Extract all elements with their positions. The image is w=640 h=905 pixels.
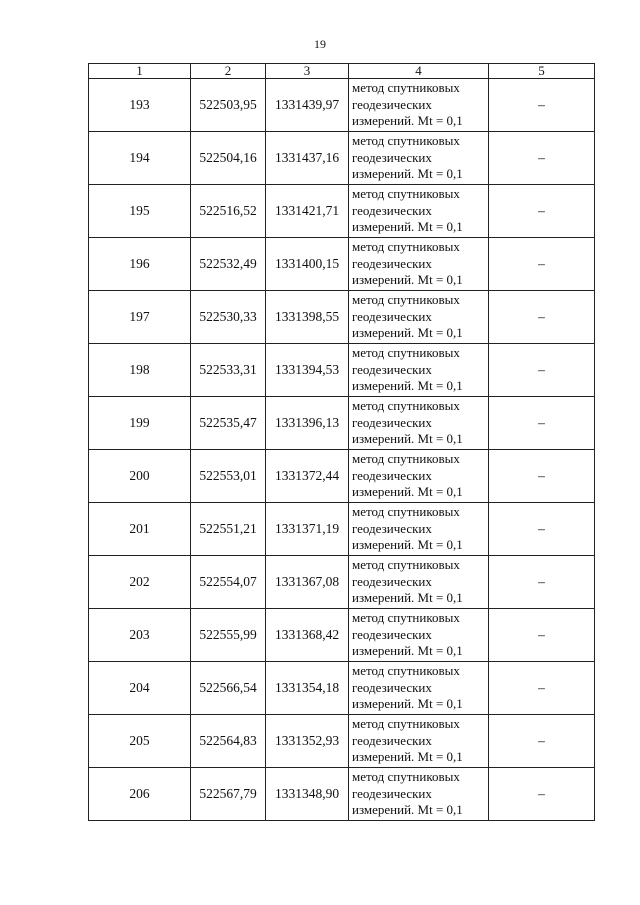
- table-header-row: [89, 64, 595, 79]
- method-line: геодезических: [352, 96, 432, 112]
- method-line: измерений. Mt = 0,1: [352, 272, 463, 288]
- table-row: [89, 185, 595, 238]
- method-cell: [349, 79, 489, 132]
- column-header-2: 2: [191, 64, 266, 79]
- method-line: измерений. Mt = 0,1: [352, 590, 463, 606]
- method-line: метод спутниковых: [352, 292, 460, 308]
- note-cell: –: [489, 450, 595, 503]
- point-number-cell: 199: [89, 397, 191, 450]
- coordinates-table: [88, 63, 595, 821]
- method-line: метод спутниковых: [352, 769, 460, 785]
- method-cell: [349, 397, 489, 450]
- x-coordinate-cell: 522551,21: [191, 503, 266, 556]
- method-line: измерений. Mt = 0,1: [352, 325, 463, 341]
- point-number-cell: 198: [89, 344, 191, 397]
- method-cell: [349, 450, 489, 503]
- method-line: геодезических: [352, 202, 432, 218]
- method-line: геодезических: [352, 626, 432, 642]
- point-number-cell: 205: [89, 715, 191, 768]
- note-cell: –: [489, 238, 595, 291]
- point-number-cell: 206: [89, 768, 191, 821]
- method-line: измерений. Mt = 0,1: [352, 802, 463, 818]
- y-coordinate-cell: 1331371,19: [266, 503, 349, 556]
- method-cell: [349, 503, 489, 556]
- y-coordinate-cell: 1331352,93: [266, 715, 349, 768]
- method-line: геодезических: [352, 308, 432, 324]
- x-coordinate-cell: 522532,49: [191, 238, 266, 291]
- note-cell: –: [489, 344, 595, 397]
- method-line: метод спутниковых: [352, 610, 460, 626]
- method-line: измерений. Mt = 0,1: [352, 113, 463, 129]
- method-line: метод спутниковых: [352, 504, 460, 520]
- point-number-cell: 201: [89, 503, 191, 556]
- x-coordinate-cell: 522567,79: [191, 768, 266, 821]
- table-row: [89, 344, 595, 397]
- method-cell: [349, 715, 489, 768]
- x-coordinate-cell: 522555,99: [191, 609, 266, 662]
- method-line: метод спутниковых: [352, 186, 460, 202]
- method-line: метод спутниковых: [352, 451, 460, 467]
- table-row: [89, 79, 595, 132]
- note-cell: –: [489, 132, 595, 185]
- page-number: 19: [314, 37, 326, 51]
- method-line: метод спутниковых: [352, 663, 460, 679]
- point-number-cell: 202: [89, 556, 191, 609]
- method-cell: [349, 609, 489, 662]
- method-line: измерений. Mt = 0,1: [352, 219, 463, 235]
- note-cell: –: [489, 662, 595, 715]
- method-line: геодезических: [352, 467, 432, 483]
- y-coordinate-cell: 1331396,13: [266, 397, 349, 450]
- method-line: геодезических: [352, 255, 432, 271]
- method-cell: [349, 291, 489, 344]
- column-header-1: 1: [89, 64, 191, 79]
- point-number-cell: 204: [89, 662, 191, 715]
- note-cell: –: [489, 609, 595, 662]
- method-line: измерений. Mt = 0,1: [352, 696, 463, 712]
- method-line: метод спутниковых: [352, 239, 460, 255]
- method-line: измерений. Mt = 0,1: [352, 484, 463, 500]
- y-coordinate-cell: 1331348,90: [266, 768, 349, 821]
- x-coordinate-cell: 522554,07: [191, 556, 266, 609]
- point-number-cell: 197: [89, 291, 191, 344]
- point-number-cell: 193: [89, 79, 191, 132]
- y-coordinate-cell: 1331394,53: [266, 344, 349, 397]
- table-row: [89, 238, 595, 291]
- x-coordinate-cell: 522530,33: [191, 291, 266, 344]
- point-number-cell: 203: [89, 609, 191, 662]
- table-row: [89, 662, 595, 715]
- table-row: [89, 609, 595, 662]
- y-coordinate-cell: 1331437,16: [266, 132, 349, 185]
- y-coordinate-cell: 1331367,08: [266, 556, 349, 609]
- note-cell: –: [489, 768, 595, 821]
- note-cell: –: [489, 79, 595, 132]
- method-cell: [349, 768, 489, 821]
- method-line: геодезических: [352, 520, 432, 536]
- method-line: измерений. Mt = 0,1: [352, 537, 463, 553]
- column-header-3: 3: [266, 64, 349, 79]
- table-row: [89, 715, 595, 768]
- method-cell: [349, 662, 489, 715]
- table-row: [89, 291, 595, 344]
- method-cell: [349, 132, 489, 185]
- note-cell: –: [489, 556, 595, 609]
- point-number-cell: 195: [89, 185, 191, 238]
- method-line: геодезических: [352, 573, 432, 589]
- method-line: измерений. Mt = 0,1: [352, 643, 463, 659]
- x-coordinate-cell: 522535,47: [191, 397, 266, 450]
- y-coordinate-cell: 1331400,15: [266, 238, 349, 291]
- column-header-4: 4: [349, 64, 489, 79]
- note-cell: –: [489, 503, 595, 556]
- note-cell: –: [489, 397, 595, 450]
- method-cell: [349, 344, 489, 397]
- method-line: геодезических: [352, 414, 432, 430]
- table-row: [89, 397, 595, 450]
- x-coordinate-cell: 522503,95: [191, 79, 266, 132]
- method-line: метод спутниковых: [352, 716, 460, 732]
- method-cell: [349, 238, 489, 291]
- column-header-5: 5: [489, 64, 595, 79]
- table-row: [89, 768, 595, 821]
- method-line: метод спутниковых: [352, 557, 460, 573]
- y-coordinate-cell: 1331368,42: [266, 609, 349, 662]
- point-number-cell: 196: [89, 238, 191, 291]
- method-line: метод спутниковых: [352, 345, 460, 361]
- x-coordinate-cell: 522564,83: [191, 715, 266, 768]
- method-line: измерений. Mt = 0,1: [352, 431, 463, 447]
- x-coordinate-cell: 522516,52: [191, 185, 266, 238]
- method-line: геодезических: [352, 149, 432, 165]
- method-line: метод спутниковых: [352, 398, 460, 414]
- table-row: [89, 132, 595, 185]
- table-body: [89, 79, 595, 821]
- y-coordinate-cell: 1331354,18: [266, 662, 349, 715]
- method-line: геодезических: [352, 361, 432, 377]
- table-row: [89, 450, 595, 503]
- x-coordinate-cell: 522566,54: [191, 662, 266, 715]
- y-coordinate-cell: 1331372,44: [266, 450, 349, 503]
- method-line: геодезических: [352, 679, 432, 695]
- table-row: [89, 556, 595, 609]
- point-number-cell: 200: [89, 450, 191, 503]
- method-line: измерений. Mt = 0,1: [352, 166, 463, 182]
- y-coordinate-cell: 1331421,71: [266, 185, 349, 238]
- method-line: геодезических: [352, 785, 432, 801]
- note-cell: –: [489, 715, 595, 768]
- y-coordinate-cell: 1331398,55: [266, 291, 349, 344]
- method-line: метод спутниковых: [352, 80, 460, 96]
- note-cell: –: [489, 185, 595, 238]
- method-line: измерений. Mt = 0,1: [352, 378, 463, 394]
- x-coordinate-cell: 522504,16: [191, 132, 266, 185]
- y-coordinate-cell: 1331439,97: [266, 79, 349, 132]
- x-coordinate-cell: 522533,31: [191, 344, 266, 397]
- x-coordinate-cell: 522553,01: [191, 450, 266, 503]
- method-line: метод спутниковых: [352, 133, 460, 149]
- method-line: геодезических: [352, 732, 432, 748]
- note-cell: –: [489, 291, 595, 344]
- method-cell: [349, 556, 489, 609]
- point-number-cell: 194: [89, 132, 191, 185]
- method-line: измерений. Mt = 0,1: [352, 749, 463, 765]
- method-cell: [349, 185, 489, 238]
- table-row: [89, 503, 595, 556]
